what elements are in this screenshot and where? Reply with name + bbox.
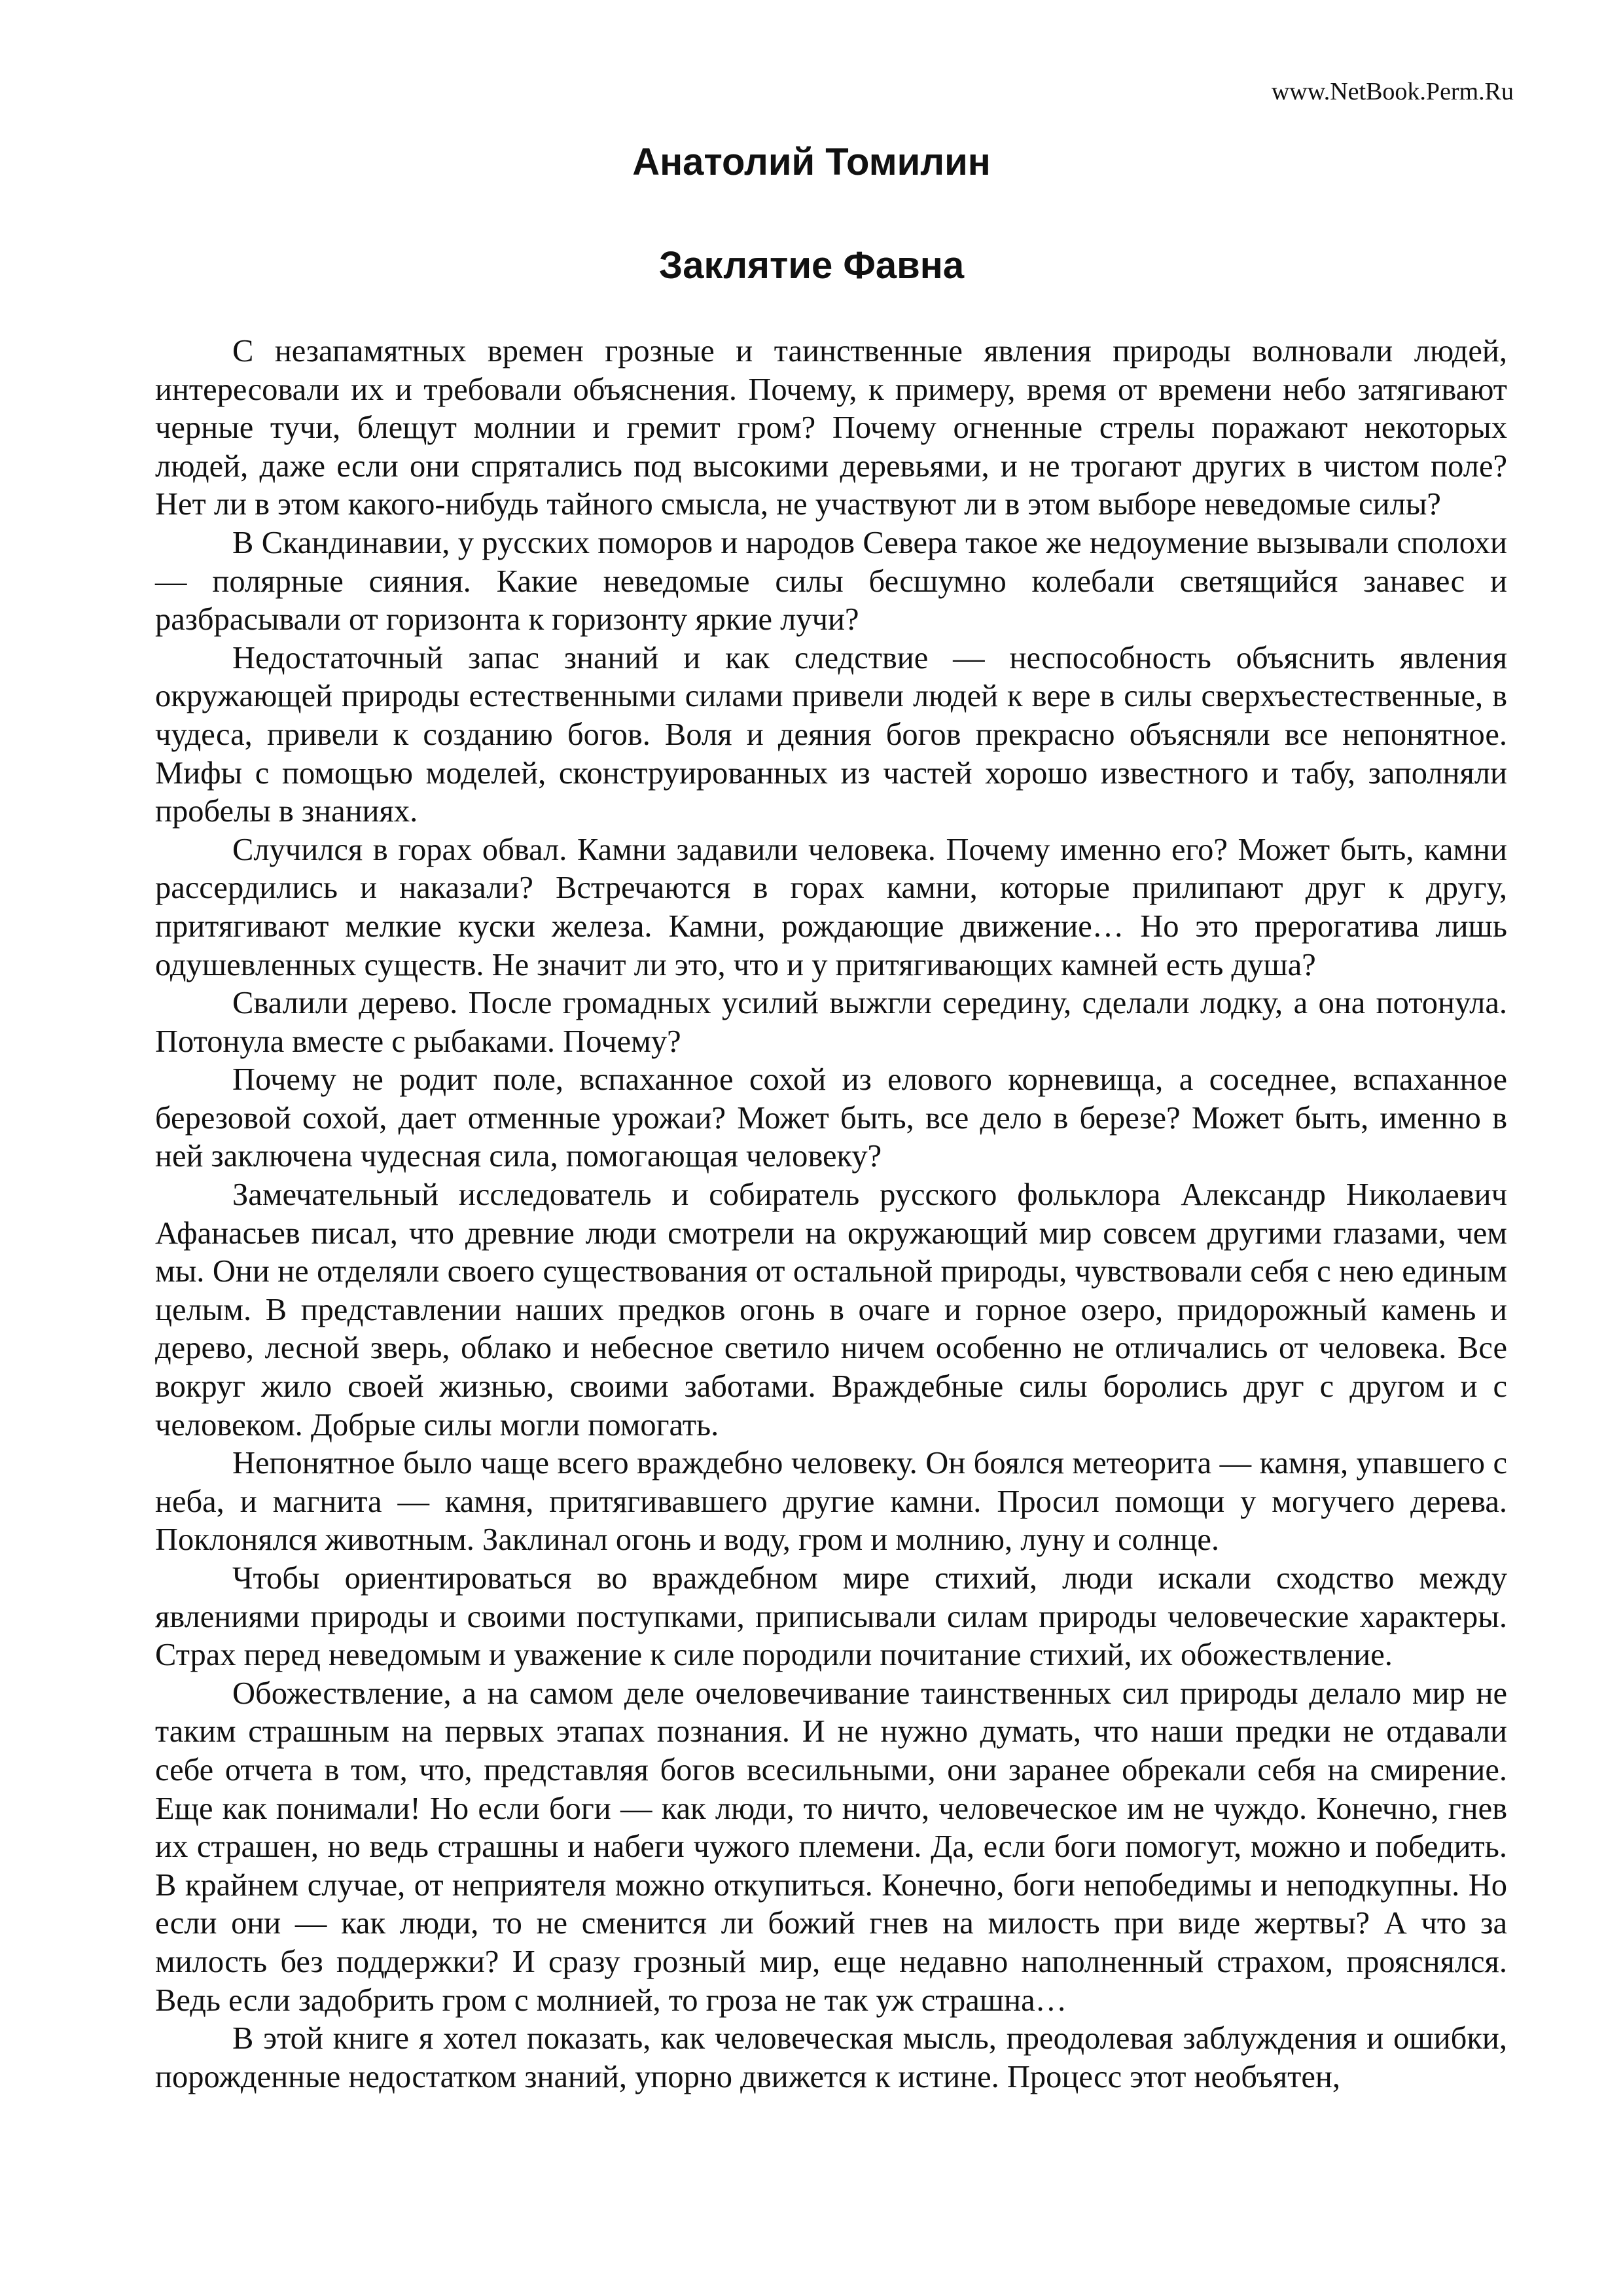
paragraph: Свалили дерево. После громадных усилий выжгли середину, сделали лодку, а она потонула. Потонула вместе с рыбаками. Почему? (155, 986, 1507, 1059)
paragraph: Обожествление, а на самом деле очеловечивание таинственных сил природы делало мир не таким страшным на первых этапах познания. И не нужно думать, что наши предки не отдавали себе отчета в том, что, представляя богов всесильными, они заранее обрекали себя на смирение. Еще как понимали! Но если боги — как люди, то ничто, человеческое им не чуждо. Конечно, гнев их страшен, но ведь страшны и набеги чужого племени. Да, если боги помогут, можно и победить. В крайнем случае, от неприятеля можно откупиться. Конечно, боги непобедимы и неподкупны. Но если они — как люди, то не сменится ли божий гнев на милость при виде жертвы? А что за милость без поддержки? И сразу грозный мир, еще недавно наполненный страхом, прояснялся. Ведь если задобрить гром с молнией, то гроза не так уж страшна… (155, 1676, 1507, 2018)
paragraph: В Скандинавии, у русских поморов и народов Севера такое же недоумение вызывали сполохи — полярные сияния. Какие неведомые силы бесшумно колебали светящийся занавес и разбрасывали от горизонта к горизонту яркие лучи? (155, 525, 1507, 637)
body-text (155, 332, 1507, 2096)
paragraph: Чтобы ориентироваться во враждебном мире стихий, люди искали сходство между явлениями природы и своими поступками, приписывали силам природы человеческие характеры. Страх перед неведомым и уважение к силе породили почитание стихий, их обожествление. (155, 1561, 1507, 1673)
paragraph: Случился в горах обвал. Камни задавили человека. Почему именно его? Может быть, камни рассердились и наказали? Встречаются в горах камни, которые прилипают друг к другу, притягивают мелкие куски железа. Камни, рождающие движение… Но это прерогатива лишь одушевленных существ. Не значит ли это, что и у притягивающих камней есть душа? (155, 832, 1507, 982)
paragraph: Замечательный исследователь и собиратель русского фольклора Александр Николаевич Афанасьев писал, что древние люди смотрели на окружающий мир совсем другими глазами, чем мы. Они не отделяли своего существования от остальной природы, чувствовали себя с нею единым целым. В представлении наших предков огонь в очаге и горное озеро, придорожный камень и дерево, лесной зверь, облако и небесное светило ничем особенно не отличались от человека. Все вокруг жило своей жизнью, своими заботами. Враждебные силы боролись друг с другом и с человеком. Добрые силы могли помогать. (155, 1177, 1507, 1443)
site-url[interactable]: www.NetBook.Perm.Ru (1271, 78, 1514, 105)
paragraph: Непонятное было чаще всего враждебно человеку. Он боялся метеорита — камня, упавшего с неба, и магнита — камня, притягивавшего другие камни. Просил помощи у могучего дерева. Поклонялся животным. Заклинал огонь и воду, гром и молнию, луну и солнце. (155, 1446, 1507, 1558)
paragraph: С незапамятных времен грозные и таинственные явления природы волновали людей, интересовали их и требовали объяснения. Почему, к примеру, время от времени небо затягивают черные тучи, блещут молнии и гремит гром? Почему огненные стрелы поражают некоторых людей, даже если они спрятались под высокими деревьями, и не трогают других в чистом поле? Нет ли в этом какого-нибудь тайного смысла, не участвуют ли в этом выборе неведомые силы? (155, 334, 1507, 522)
paragraph: Недостаточный запас знаний и как следствие — неспособность объяснить явления окружающей природы естественными силами привели людей к вере в силы сверхъестественные, в чудеса, привели к созданию богов. Воля и деяния богов прекрасно объясняли все непонятное. Мифы с помощью моделей, сконструированных из частей хорошо известного и табу, заполняли пробелы в знаниях. (155, 640, 1507, 829)
paragraph: Почему не родит поле, вспаханное сохой из елового корневища, а соседнее, вспаханное березовой сохой, дает отменные урожаи? Может быть, все дело в березе? Может быть, именно в ней заключена чудесная сила, помогающая человеку? (155, 1062, 1507, 1174)
paragraph: В этой книге я хотел показать, как человеческая мысль, преодолевая заблуждения и ошибки, порожденные недостатком знаний, упорно движется к истине. Процесс этот необъятен, (155, 2021, 1507, 2094)
author-name: Анатолий Томилин (632, 141, 991, 183)
book-title: Заклятие Фавна (658, 244, 965, 287)
